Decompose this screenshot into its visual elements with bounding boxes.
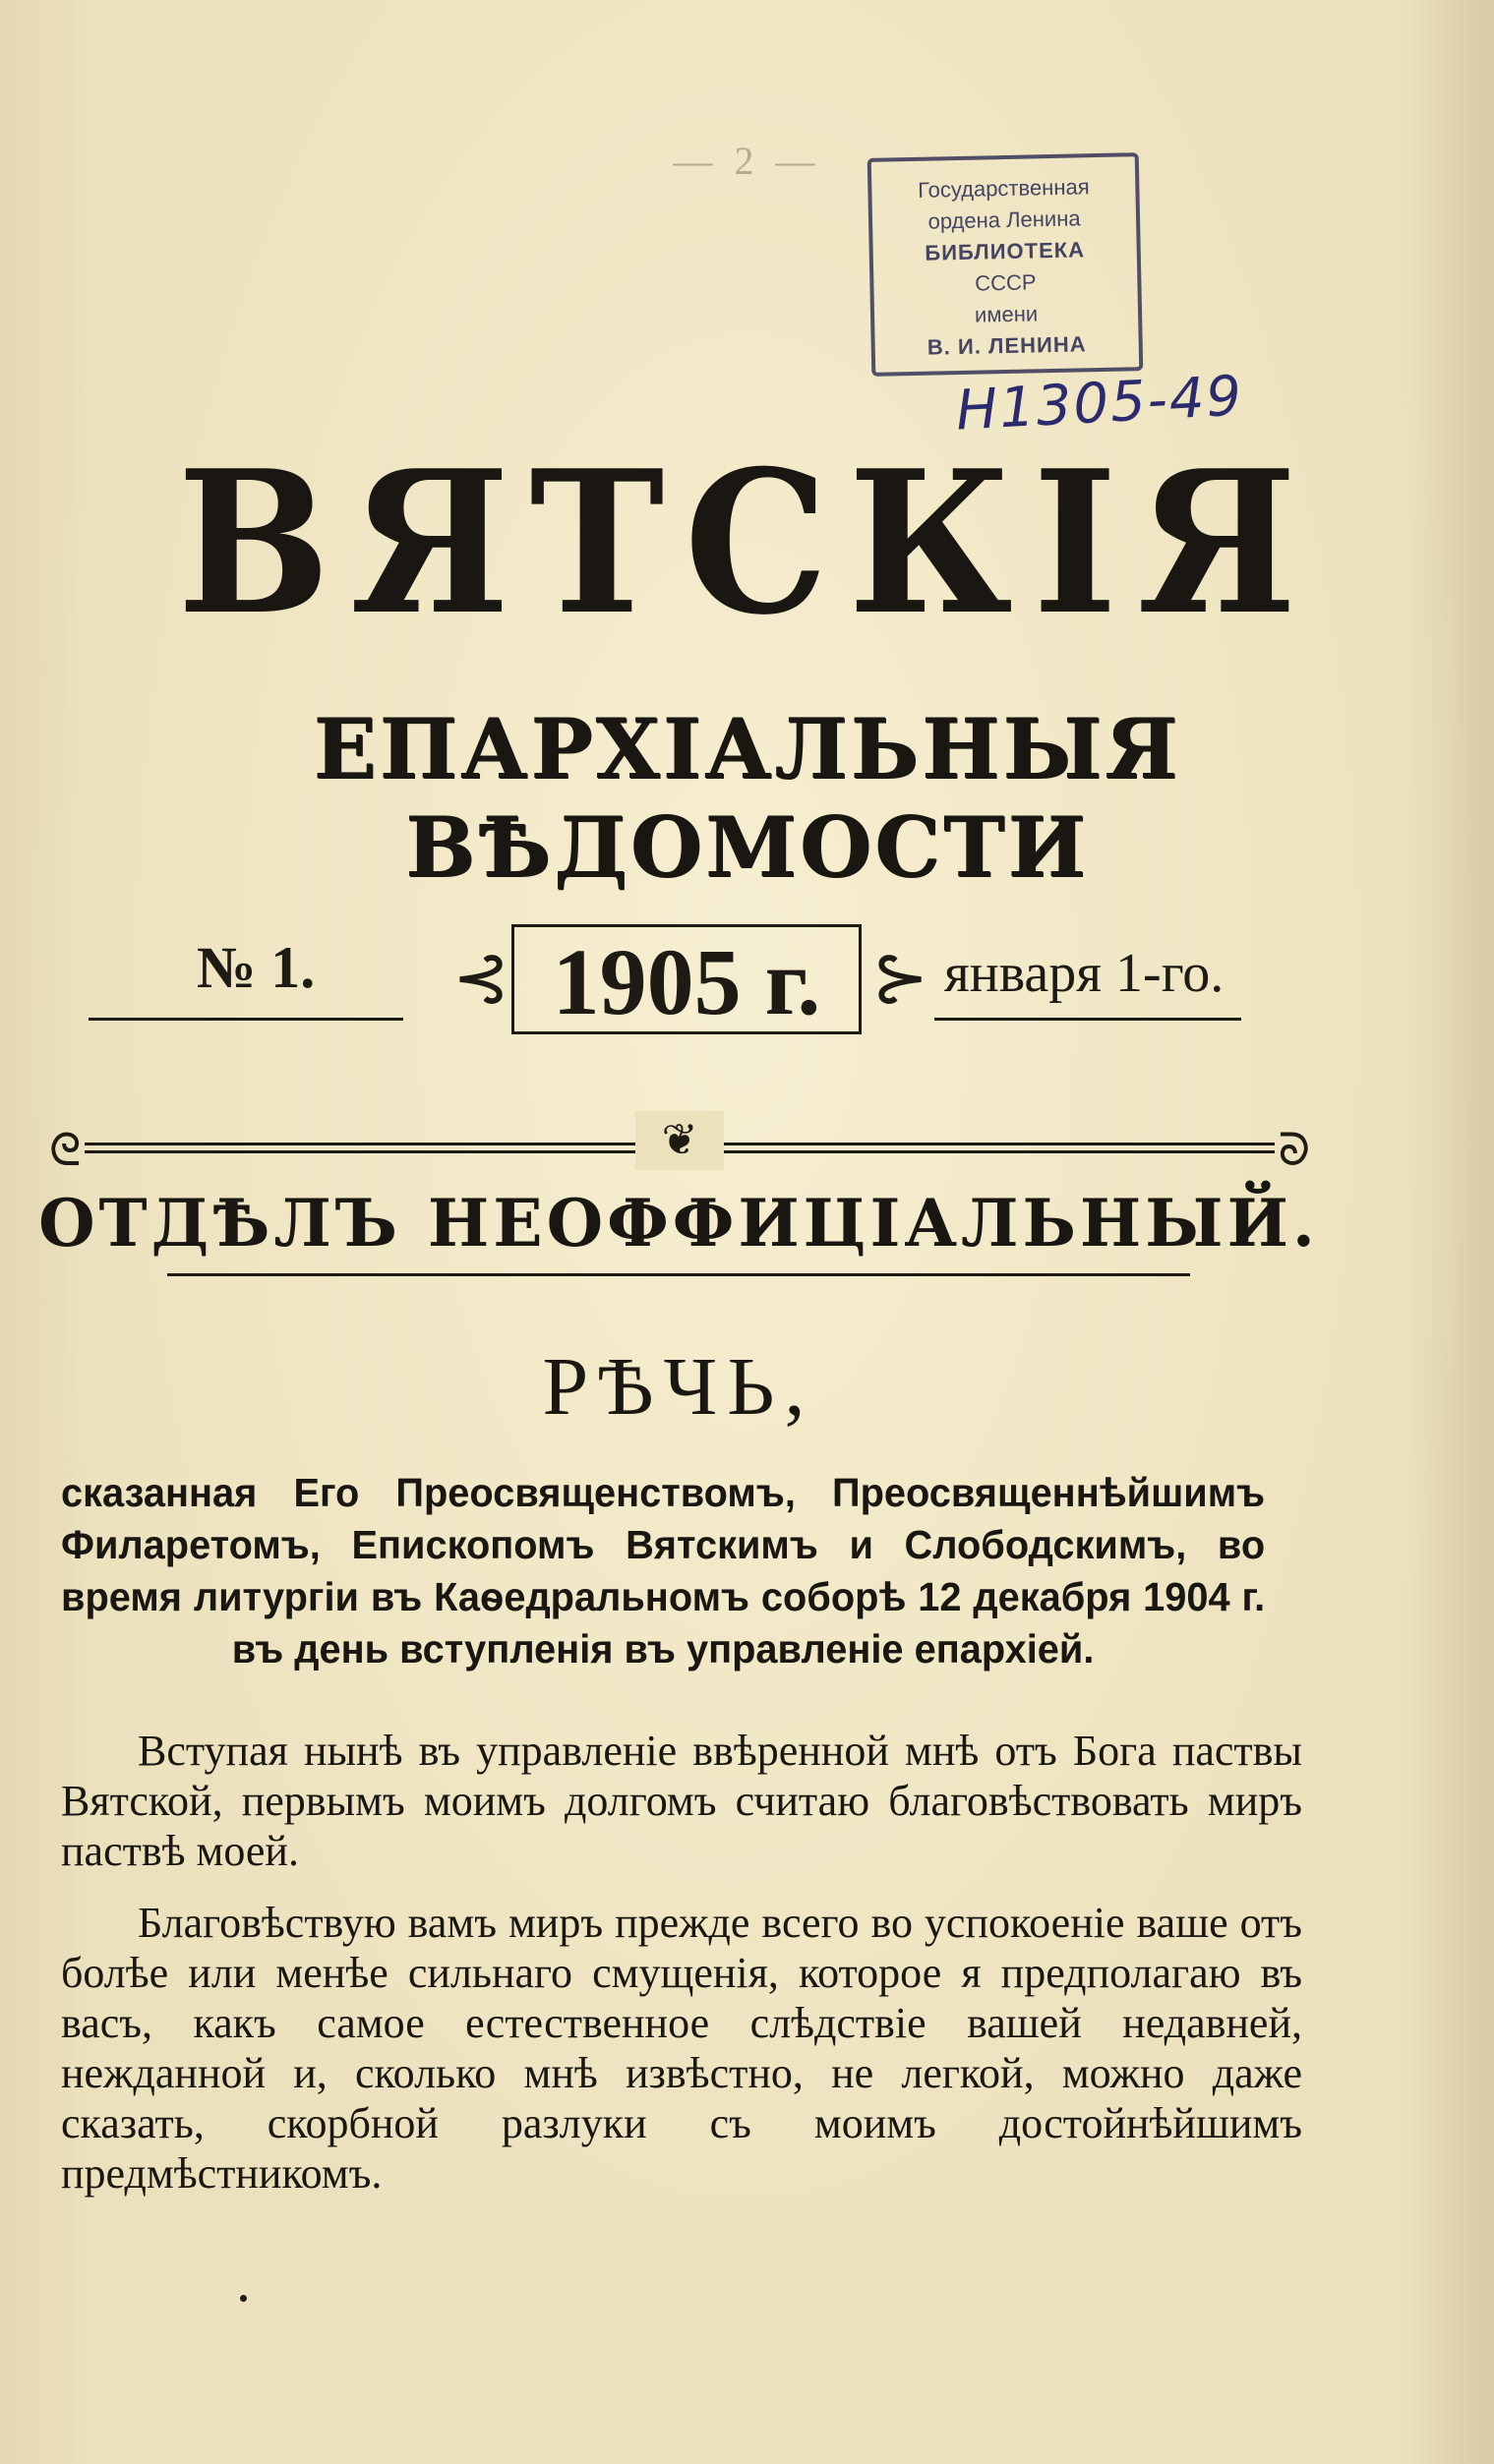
ink-dot [240,2295,247,2302]
handwritten-shelfmark: Н1305-49 [954,364,1245,443]
fleuron-icon: ❦ [635,1111,724,1170]
issue-number: № 1. [197,935,316,1000]
flourish-right-icon: ⊱ [871,941,929,1017]
issue-info-row [89,914,1249,1042]
scroll-curl-right-icon: ᘐ [1278,1125,1310,1175]
issue-year: 1905 г. [511,924,862,1034]
library-stamp [867,152,1144,377]
masthead-subtitle: ЕПАРХІАЛЬНЫЯ ВѢДОМОСТИ [313,700,1181,896]
section-title-rule [167,1273,1190,1276]
issue-date-rule [934,1018,1241,1021]
stamp-line-4: СССР [974,269,1037,296]
issue-date: января 1-го. [944,943,1225,1004]
speech-body [61,1726,1302,2220]
issue-number-rule [89,1018,403,1021]
stamp-line-3: БИБЛИОТЕКА [925,237,1086,265]
body-paragraph-2: Благовѣствую вамъ миръ прежде всего во успокоеніе ваше отъ болѣе или менѣе сильнаго смущенія, которое я предполагаю въ васъ, какъ самое естественное слѣдствіе вашей недавней, нежданной и, сколько мнѣ извѣстно, не легкой, можно даже сказать, скорбной разлуки съ моимъ достойнѣйшимъ предмѣстникомъ. [61,1899,1302,2198]
stamp-line-6: В. И. ЛЕНИНА [926,331,1087,360]
page-number: — 2 — [673,139,821,183]
body-paragraph-1: Вступая нынѣ въ управленіе ввѣренной мнѣ отъ Бога паствы Вятской, первымъ моимъ долгомъ считаю благовѣствовать миръ паствѣ моей. [61,1727,1302,1875]
section-title: ОТДѢЛЪ НЕОФФИЦІАЛЬНЫЙ. [38,1185,1319,1261]
stamp-line-5: имени [974,301,1039,327]
flourish-left-icon: ⊰ [452,941,510,1017]
stamp-line-2: ордена Ленина [927,205,1081,234]
masthead-title: ВЯТСКІЯ [177,428,1317,659]
ornamental-divider [45,1116,1314,1180]
speech-heading: РѢЧЬ, [542,1341,815,1433]
speech-subheading: сказанная Его Преосвященствомъ, Преосвященнѣйшимъ Филаретомъ, Епископомъ Вятскимъ и Слободскимъ, во время литургіи въ Каѳедральномъ соборѣ 12 декабря 1904 г. въ день вступленія въ управленіе епархіей. [61,1470,1266,1672]
stamp-line-1: Государственная [917,174,1090,203]
scroll-curl-left-icon: ᘓ [49,1125,82,1175]
